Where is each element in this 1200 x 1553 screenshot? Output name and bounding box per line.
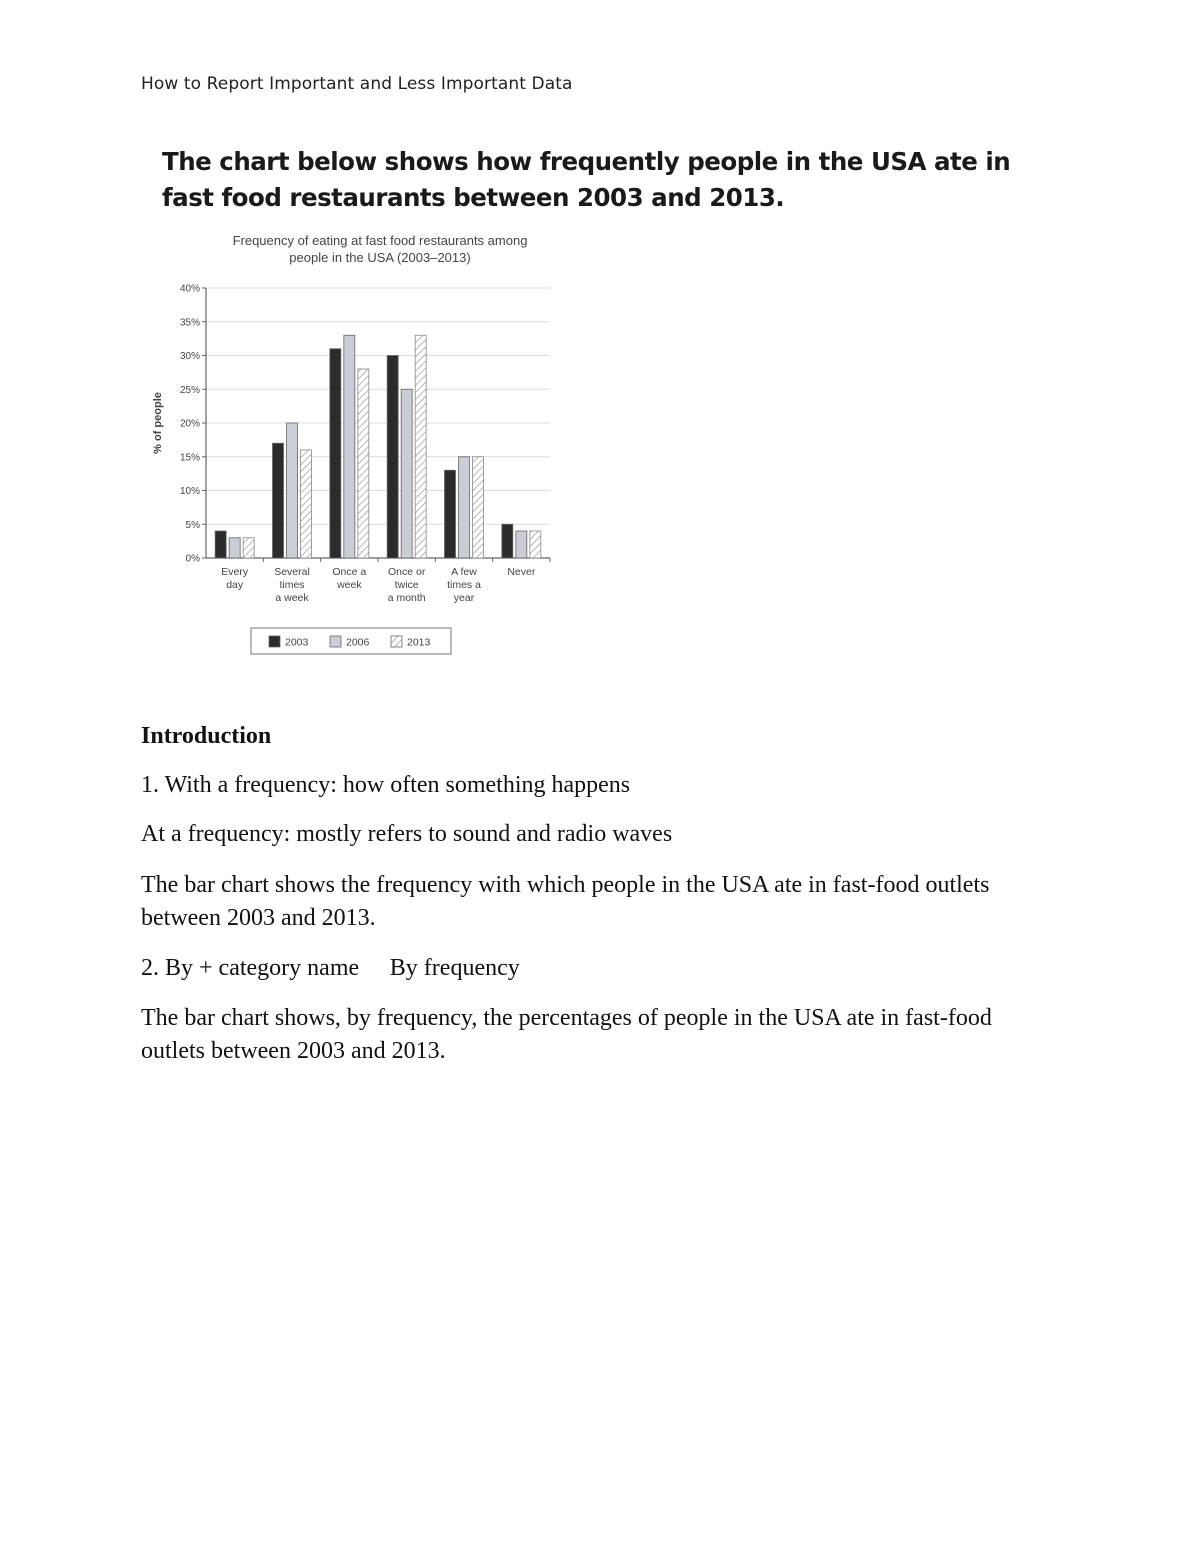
paragraph-5: The bar chart shows, by frequency, the percentages of people in the USA ate in fast-food outlets between 2003 and 2013. (141, 1005, 992, 1064)
x-tick-label: a week (275, 592, 309, 604)
x-tick-label: day (226, 579, 244, 591)
bar-2006 (401, 389, 412, 558)
bar-2013 (358, 369, 369, 558)
legend-swatch-2006 (330, 636, 341, 647)
x-tick-label: twice (394, 579, 419, 591)
bar-2006 (516, 531, 527, 558)
task-prompt: The chart below shows how frequently people in the USA ate in fast food restaurants between 2003 and 2013. (162, 147, 1011, 212)
legend-label: 2006 (346, 636, 370, 649)
y-tick-label: 30% (179, 351, 200, 362)
legend-label: 2003 (285, 636, 309, 649)
paragraph-1: 1. With a frequency: how often something happens (141, 772, 631, 798)
section-heading: Introduction (141, 723, 272, 749)
bar-2013 (530, 531, 541, 558)
y-tick-label: 15% (179, 452, 200, 464)
chart-title-line: people in the USA (2003–2013) (289, 250, 471, 265)
y-tick-label: 35% (179, 317, 200, 329)
x-tick-label: times (279, 579, 305, 591)
x-tick-label: year (453, 592, 475, 604)
bar-2003 (387, 356, 398, 559)
x-tick-label: Never (507, 566, 536, 578)
bar-2003 (273, 443, 284, 558)
bar-2013 (243, 538, 254, 558)
x-tick-label: Once a (332, 566, 367, 578)
y-tick-label: 10% (179, 486, 200, 497)
bar-2003 (502, 524, 513, 558)
bar-2006 (344, 335, 355, 558)
bar-2006 (459, 457, 470, 558)
x-tick-label: a month (387, 592, 426, 604)
x-tick-label: times a (447, 579, 481, 591)
y-tick-label: 0% (185, 553, 200, 565)
paragraph-4: 2. By + category name By frequency (141, 955, 496, 981)
legend-swatch-2003 (269, 636, 280, 647)
x-tick-label: Every (221, 566, 249, 578)
x-tick-label: Several (274, 566, 310, 578)
bar-2013 (301, 450, 312, 558)
y-tick-label: 5% (185, 519, 200, 531)
y-tick-label: 25% (179, 384, 200, 396)
chart-title-line: Frequency of eating at fast food restaurants among (232, 233, 528, 248)
bar-2006 (287, 423, 298, 558)
legend-label: 2013 (407, 636, 431, 649)
paragraph-2: At a frequency: mostly refers to sound and radio waves (141, 821, 673, 847)
y-tick-label: 20% (179, 418, 200, 430)
bar-2013 (473, 457, 484, 558)
x-tick-label: week (337, 579, 362, 591)
bar-2013 (415, 335, 426, 558)
bar-2003 (330, 349, 341, 558)
document-header: How to Report Important and Less Important Data (141, 74, 573, 94)
x-tick-label: Once or (387, 566, 426, 578)
y-tick-label: 40% (179, 283, 200, 295)
bar-2003 (215, 531, 226, 558)
bar-chart (140, 222, 570, 662)
paragraph-3: The bar chart shows the frequency with which people in the USA ate in fast-food outlets between 2003 and 2013. (141, 872, 990, 931)
x-tick-label: A few (451, 566, 477, 578)
y-axis-label: % of people (152, 392, 164, 454)
bar-2006 (229, 538, 240, 558)
legend-swatch-2013 (391, 636, 402, 647)
bar-2003 (445, 470, 456, 558)
